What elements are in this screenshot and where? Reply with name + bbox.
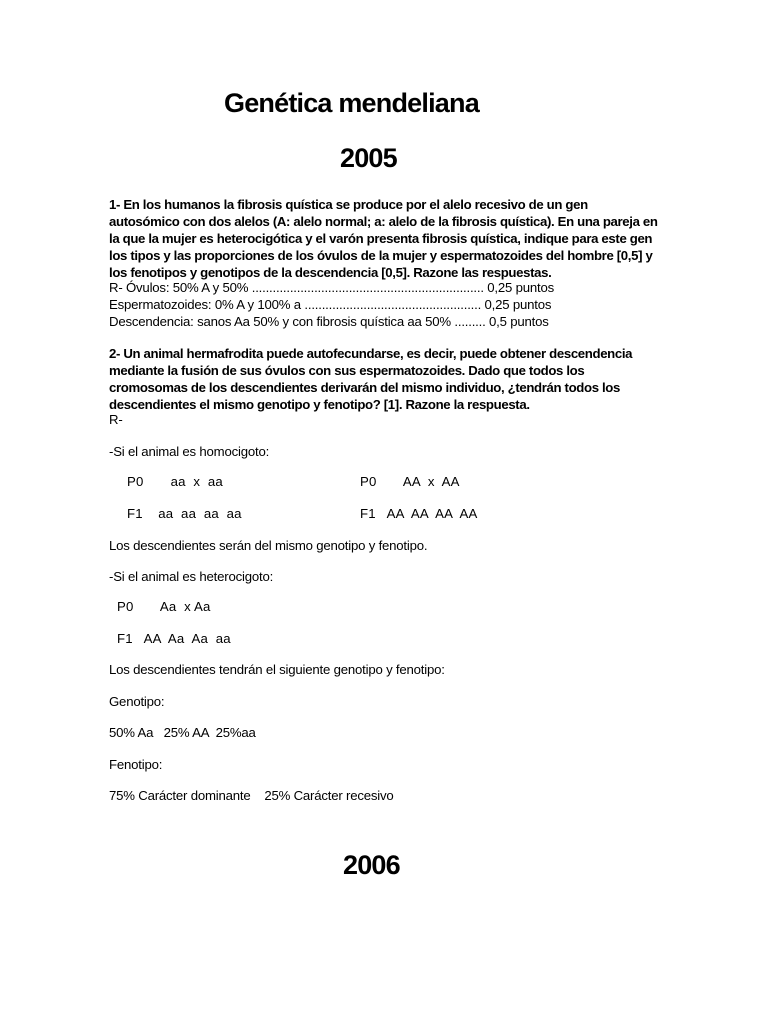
cross-aa-f1: F1 aa aa aa aa bbox=[127, 506, 242, 521]
cross-Aa-f1: F1 AA Aa Aa aa bbox=[117, 631, 231, 646]
cross-aa-p0: P0 aa x aa bbox=[127, 474, 223, 489]
answer-ovulos: R- Óvulos: 50% A y 50% ................................................................... 0,25 puntos bbox=[109, 280, 554, 295]
genotype-label: Genotipo: bbox=[109, 694, 165, 709]
phenotype-label: Fenotipo: bbox=[109, 757, 163, 772]
answer-descendencia: Descendencia: sanos Aa 50% y con fibrosis quística aa 50% ......... 0,5 puntos bbox=[109, 314, 549, 329]
phenotype-values: 75% Carácter dominante 25% Carácter recesivo bbox=[109, 788, 394, 803]
question-2-text: 2- Un animal hermafrodita puede autofecundarse, es decir, puede obtener descendencia mediante la fusión de sus óvulos con sus espermatozoides. Dado que todos los cromosomas de los descendientes derivarán del mismo individuo, ¿tendrán todos los descendientes el mismo genotipo y fenotipo? [1]. Razone la respuesta. bbox=[109, 346, 633, 412]
cross-Aa-p0: P0 Aa x Aa bbox=[117, 599, 211, 614]
homozygous-conclusion: Los descendientes serán del mismo genotipo y fenotipo. bbox=[109, 538, 428, 553]
section-year-2005: 2005 bbox=[340, 143, 397, 173]
section-year-2006: 2006 bbox=[343, 850, 400, 880]
homozygous-case-heading: -Si el animal es homocigoto: bbox=[109, 444, 270, 459]
heterozygous-case-heading: -Si el animal es heterocigoto: bbox=[109, 569, 274, 584]
heterozygous-conclusion: Los descendientes tendrán el siguiente genotipo y fenotipo: bbox=[109, 662, 445, 677]
answer-label-r: R- bbox=[109, 412, 123, 427]
answer-espermatozoides: Espermatozoides: 0% A y 100% a ................................................... 0,25 puntos bbox=[109, 297, 552, 312]
cross-AA-p0: P0 AA x AA bbox=[360, 474, 460, 489]
genotype-values: 50% Aa 25% AA 25%aa bbox=[109, 725, 256, 740]
cross-AA-f1: F1 AA AA AA AA bbox=[360, 506, 478, 521]
question-1-text: 1- En los humanos la fibrosis quística se produce por el alelo recesivo de un gen autosómico con dos alelos (A: alelo normal; a: alelo de la fibrosis quística). En una pareja en la que la mujer es heterocigótica y el varón presenta fibrosis quística, indique para este gen los tipos y las proporciones de los óvulos de la mujer y espermatozoides del hombre [0,5] y los fenotipos y genotipos de la descendencia [0,5]. Razone las respuestas. bbox=[109, 197, 658, 280]
document-title: Genética mendeliana bbox=[224, 88, 479, 118]
